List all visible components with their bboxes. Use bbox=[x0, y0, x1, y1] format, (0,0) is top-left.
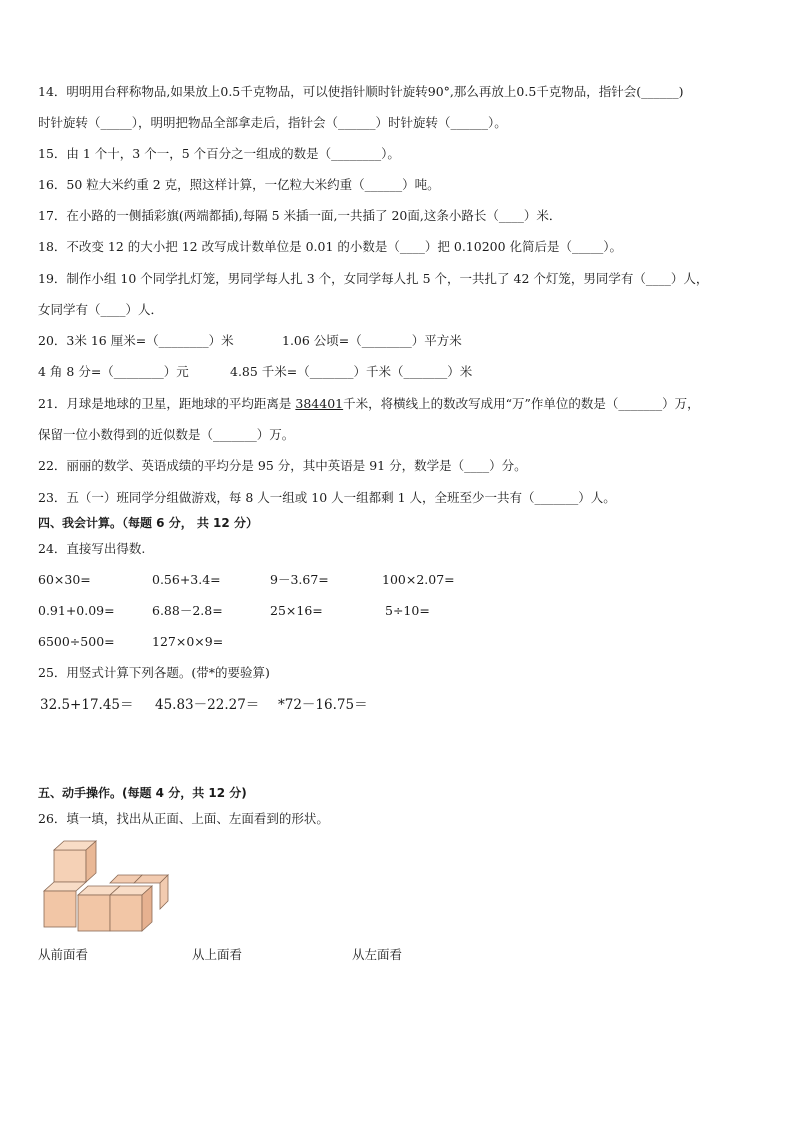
q26-title: 26．填一填，找出从正面、上面、左面看到的形状。 bbox=[38, 811, 329, 826]
q25-item: 45.83－22.27＝ bbox=[155, 697, 260, 713]
q24-item: 127×0×9= bbox=[152, 634, 224, 649]
view-label-left: 从左面看 bbox=[352, 947, 403, 962]
cube-face bbox=[54, 850, 86, 882]
q20-a: 20．3米 16 厘米=（________）米 bbox=[38, 333, 234, 348]
q21-line2: 保留一位小数得到的近似数是（_______）万。 bbox=[38, 427, 295, 442]
q24-item: 9－3.67= bbox=[270, 572, 329, 587]
cube-stack-figure bbox=[40, 838, 172, 934]
q21-line1 bbox=[38, 396, 700, 412]
q16: 16．50 粒大米约重 2 克，照这样计算，一亿粒大米约重（______）吨。 bbox=[38, 177, 440, 192]
q24-title: 24．直接写出得数. bbox=[38, 541, 146, 556]
q18: 18．不改变 12 的大小把 12 改写成计数单位是 0.01 的小数是（____）把 0.10200 化简后是（_____）。 bbox=[38, 239, 623, 254]
q24-item: 60×30= bbox=[38, 572, 91, 587]
view-label-top: 从上面看 bbox=[192, 947, 243, 962]
section-4-heading: 四、我会计算。（每题 6 分， 共 12 分） bbox=[38, 516, 258, 530]
q14-line2: 时针旋转（_____），明明把物品全部拿走后，指针会（______）时针旋转（______）。 bbox=[38, 115, 507, 130]
q25-item: *72－16.75＝ bbox=[278, 697, 368, 713]
cube-face bbox=[44, 891, 76, 927]
q24-item: 6.88－2.8= bbox=[152, 603, 223, 618]
q20-c: 4 角 8 分=（________）元 bbox=[38, 364, 189, 379]
q21-pre: 21．月球是地球的卫星，距地球的平均距离是 bbox=[38, 396, 296, 411]
q25-title: 25．用竖式计算下列各题。(带*的要验算) bbox=[38, 665, 270, 680]
q24-item: 0.91+0.09= bbox=[38, 603, 115, 618]
q23: 23．五（一）班同学分组做游戏，每 8 人一组或 10 人一组都剩 1 人，全班至少一共有（_______）人。 bbox=[38, 490, 616, 505]
view-label-front: 从前面看 bbox=[38, 947, 89, 962]
q17: 17．在小路的一侧插彩旗(两端都插),每隔 5 米插一面,一共插了 20面,这条小路长（____）米． bbox=[38, 208, 562, 223]
q24-item: 100×2.07= bbox=[382, 572, 455, 587]
section-5-heading: 五、动手操作。(每题 4 分，共 12 分) bbox=[38, 786, 247, 800]
q24-item: 0.56+3.4= bbox=[152, 572, 221, 587]
q20-d: 4.85 千米=（_______）千米（_______）米 bbox=[230, 364, 473, 379]
q24-item: 5÷10= bbox=[385, 603, 430, 618]
q20-b: 1.06 公顷=（________）平方米 bbox=[282, 333, 462, 348]
cube-face bbox=[110, 895, 142, 931]
q19-line1: 19．制作小组 10 个同学扎灯笼，男同学每人扎 3 个，女同学每人扎 5 个，一共扎了 42 个灯笼，男同学有（____）人， bbox=[38, 271, 709, 286]
q19-line2: 女同学有（____）人． bbox=[38, 302, 164, 317]
q25-item: 32.5+17.45＝ bbox=[40, 697, 134, 713]
q21-post: 千米，将横线上的数改写成用“万”作单位的数是（_______）万， bbox=[343, 396, 700, 411]
q15: 15．由 1 个十，3 个一，5 个百分之一组成的数是（________）。 bbox=[38, 146, 400, 161]
q24-item: 6500÷500= bbox=[38, 634, 115, 649]
cube-face bbox=[44, 882, 86, 891]
q21-underlined-number: 384401 bbox=[295, 396, 344, 411]
q14-line1: 14．明明用台秤称物品,如果放上0.5千克物品，可以使指针顺时针旋转90°,那么再放上0.5千克物品，指针会(______) bbox=[38, 84, 684, 99]
q22: 22．丽丽的数学、英语成绩的平均分是 95 分，其中英语是 91 分，数学是（____）分。 bbox=[38, 458, 527, 473]
q24-item: 25×16= bbox=[270, 603, 323, 618]
cube-face bbox=[78, 895, 110, 931]
